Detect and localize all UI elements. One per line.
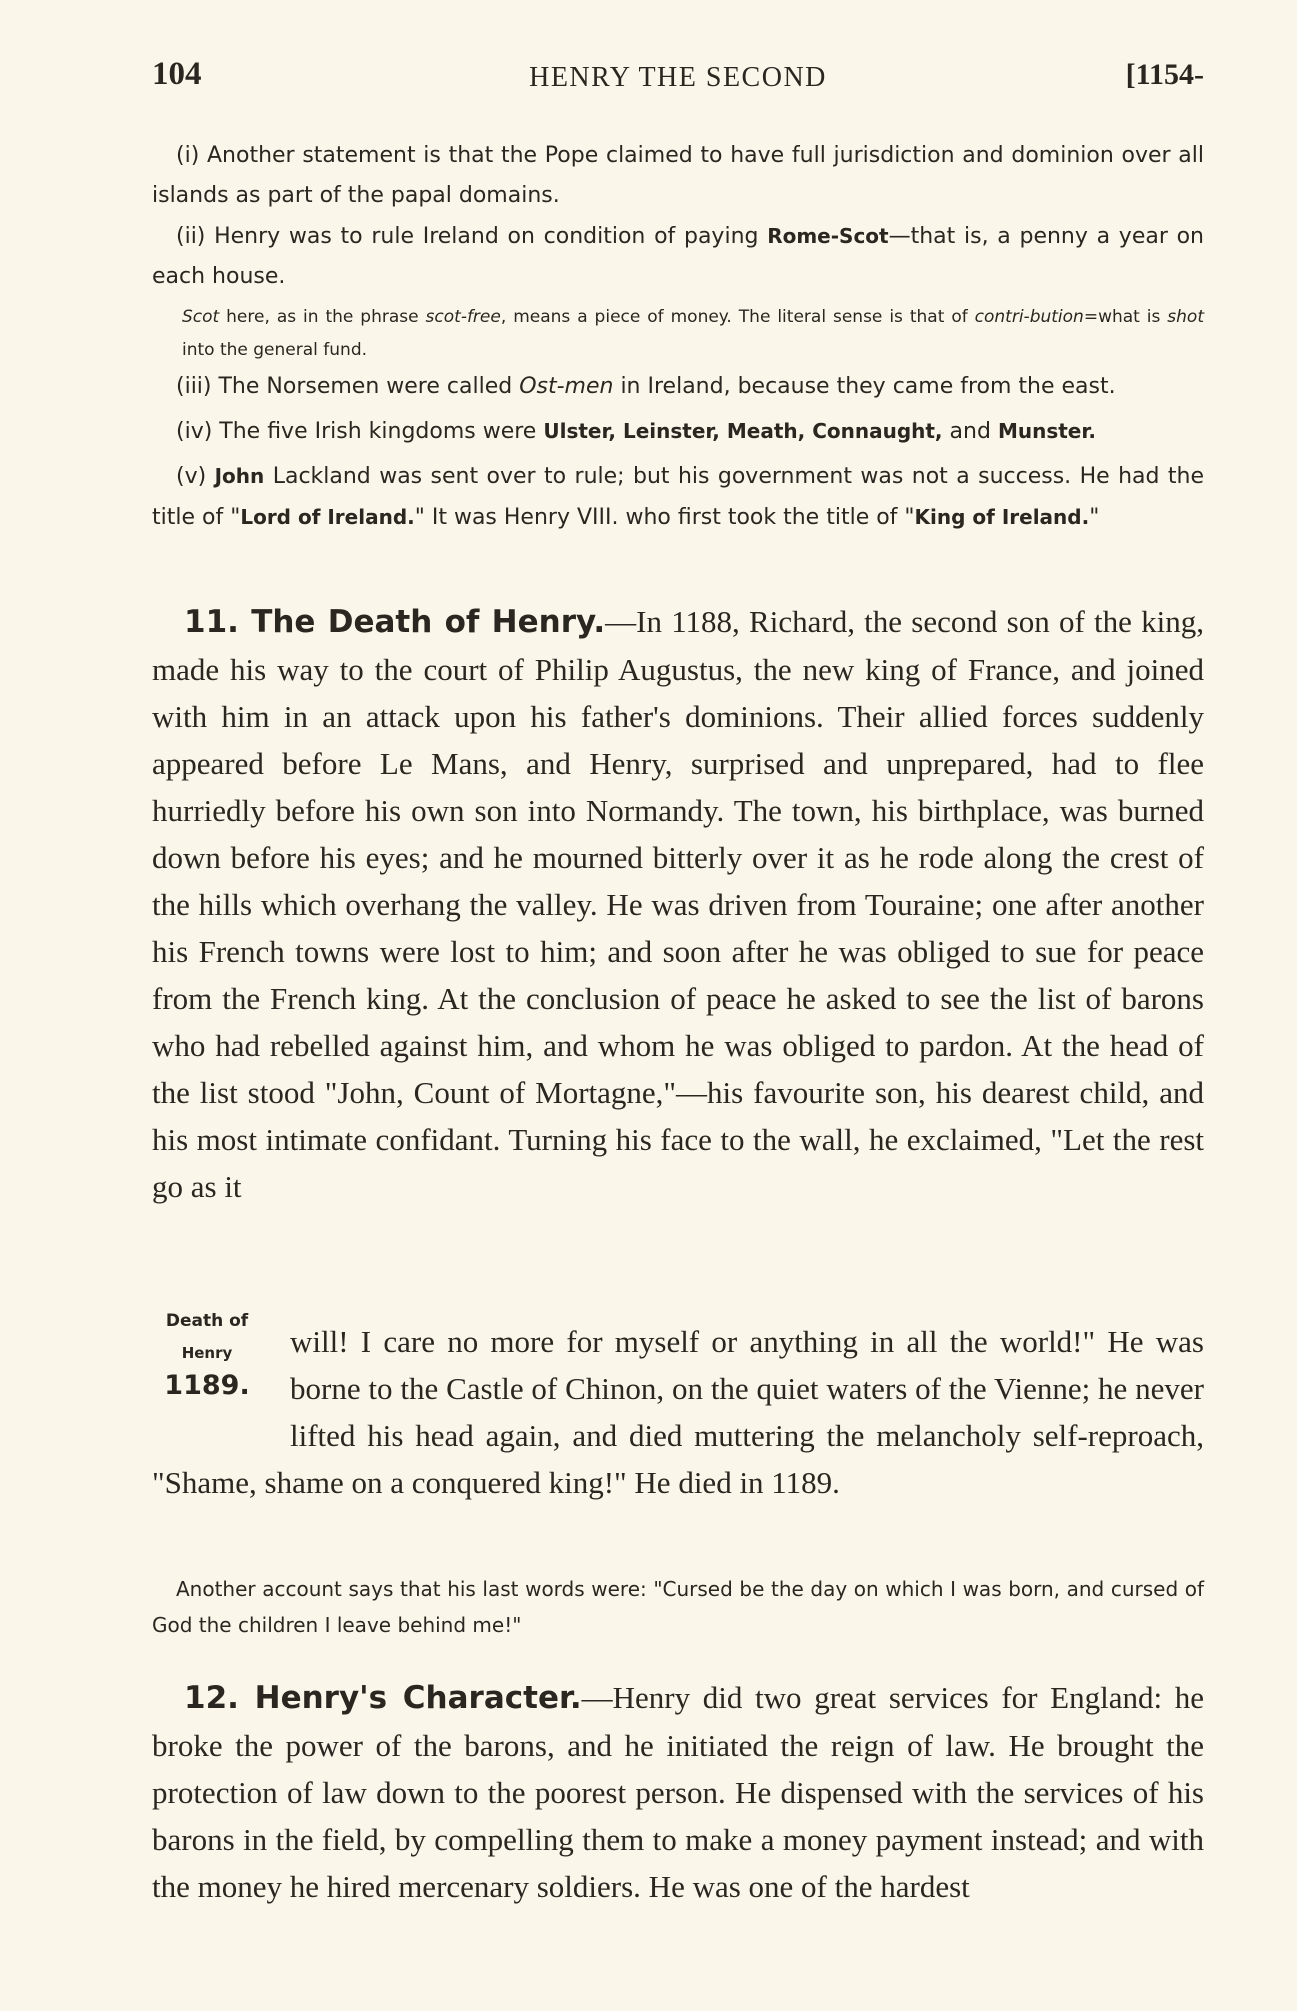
margin-note-line2: Henry [181, 1344, 233, 1362]
margin-note-line1: Death of [165, 1311, 249, 1331]
running-head [152, 56, 1204, 106]
note-scot: Scot here, as in the phrase scot-free, means a piece of money. The literal sense is that of contri-bution=what is shot into the general fund. [182, 307, 1204, 360]
note-iii: (iii) The Norsemen were called Ost-men in Ireland, because they came from the east. [176, 374, 1116, 399]
running-year: [1154- [1125, 58, 1204, 91]
section-12-text: 12. Henry's Character.—Henry did two great services for England: he broke the power of the barons, and he initiated the reign of law. He brought the protection of law down to the poorest person. He dispensed with the services of his barons in the field, by compelling them to make a money payment instead; and with the money he hired mercenary soldiers. He was one of the hardest [152, 1680, 1204, 1904]
section-11-heading: 11. The Death of Henry. [184, 604, 606, 640]
margin-note-space [152, 1318, 290, 1459]
running-title: HENRY THE SECOND [529, 62, 827, 93]
note-ii: (ii) Henry was to rule Ireland on condition of paying Rome-Scot—that is, a penny a year on each house. [152, 224, 1205, 289]
page-number: 104 [152, 56, 202, 92]
section-12-heading: 12. Henry's Character. [184, 1680, 582, 1716]
section-11-text-a: 11. The Death of Henry.—In 1188, Richard, the second son of the king, made his way to the court of Philip Augustus, the new king of France, and joined with him in an attack upon his father's dominions. Their allied forces suddenly appeared before Le Mans, and Henry, surprised and unprepared, had to flee hurriedly before his own son into Normandy. The town, his birthplace, was burned down before his eyes; and he mourned bitterly over it as he rode along the crest of the hills which overhang the valley. He was driven from Touraine; one after another his French towns were lost to him; and soon after he was obliged to sue for peace from the French king. At the conclusion of peace he asked to see the list of barons who had rebelled against him, and whom he was obliged to pardon. At the head of the list stood "John, Count of Mortagne,"—his favourite son, his dearest child, and his most intimate confidant. Turning his face to the wall, he exclaimed, "Let the rest go as it [152, 604, 1205, 1204]
note-v: (v) John Lackland was sent over to rule; but his government was not a success. He had the title of "Lord of Ireland." It was Henry VIII. who first took the title of "King of Ireland." [152, 464, 1204, 530]
note-i: (i) Another statement is that the Pope claimed to have full jurisdiction and dominion over all islands as part of the papal domains. [152, 143, 1204, 208]
margin-note-year: 1189. [164, 1370, 250, 1401]
section-11-text-b: will! I care no more for myself or anything in all the world!" He was borne to the Castle of Chinon, on the quiet waters of the Vienne; he never lifted his head again, and died muttering the melancholy self-reproach, "Shame, shame on a conquered king!" He died in 1189. [152, 1318, 1204, 1506]
note-iv: (iv) The five Irish kingdoms were Ulster, Leinster, Meath, Connaught, and Munster. [176, 419, 1096, 444]
footnote: Another account says that his last words were: "Cursed be the day on which I was born, and cursed of God the children I leave behind me!" [152, 1577, 1204, 1637]
